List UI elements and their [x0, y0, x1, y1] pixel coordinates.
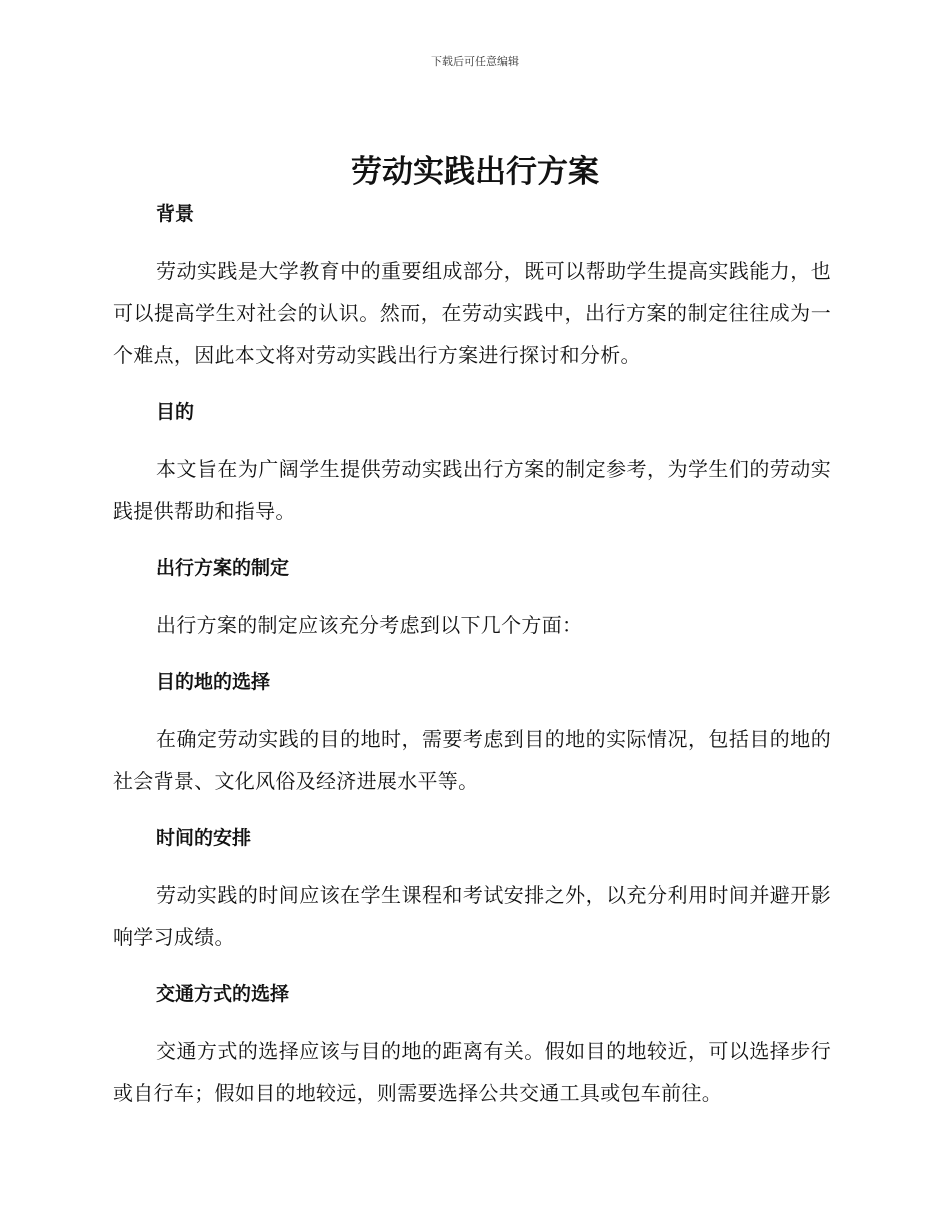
- section-schedule: [113, 824, 831, 958]
- section-heading-planning: 出行方案的制定: [156, 557, 290, 579]
- section-background: [113, 200, 831, 376]
- section-text-schedule: 劳动实践的时间应该在学生课程和考试安排之外，以充分利用时间并避开影响学习成绩。: [113, 883, 831, 949]
- section-heading-schedule: 时间的安排: [156, 827, 252, 849]
- section-transport: [113, 980, 831, 1114]
- section-text-purpose: 本文旨在为广阔学生提供劳动实践出行方案的制定参考，为学生们的劳动实践提供帮助和指导。: [113, 457, 831, 523]
- section-heading-transport: 交通方式的选择: [156, 983, 290, 1005]
- section-text-destination: 在确定劳动实践的目的地时，需要考虑到目的地的实际情况，包括目的地的社会背景、文化风俗及经济进展水平等。: [113, 727, 831, 793]
- header-note: 下载后可任意编辑: [431, 55, 519, 68]
- section-destination: [113, 668, 831, 802]
- section-purpose: [113, 398, 831, 532]
- document-title: 劳动实践出行方案: [351, 154, 599, 190]
- document-body: [113, 200, 831, 1114]
- section-text-transport: 交通方式的选择应该与目的地的距离有关。假如目的地较近，可以选择步行或自行车；假如目的地较远，则需要选择公共交通工具或包车前往。: [113, 1039, 831, 1105]
- section-planning: [113, 554, 831, 646]
- section-heading-purpose: 目的: [156, 401, 195, 423]
- section-heading-destination: 目的地的选择: [156, 671, 271, 693]
- section-text-background: 劳动实践是大学教育中的重要组成部分，既可以帮助学生提高实践能力，也可以提高学生对社会的认识。然而，在劳动实践中，出行方案的制定往往成为一个难点，因此本文将对劳动实践出行方案进行探讨和分析。: [113, 259, 831, 367]
- section-heading-background: 背景: [156, 203, 195, 225]
- section-text-planning: 出行方案的制定应该充分考虑到以下几个方面：: [156, 613, 583, 637]
